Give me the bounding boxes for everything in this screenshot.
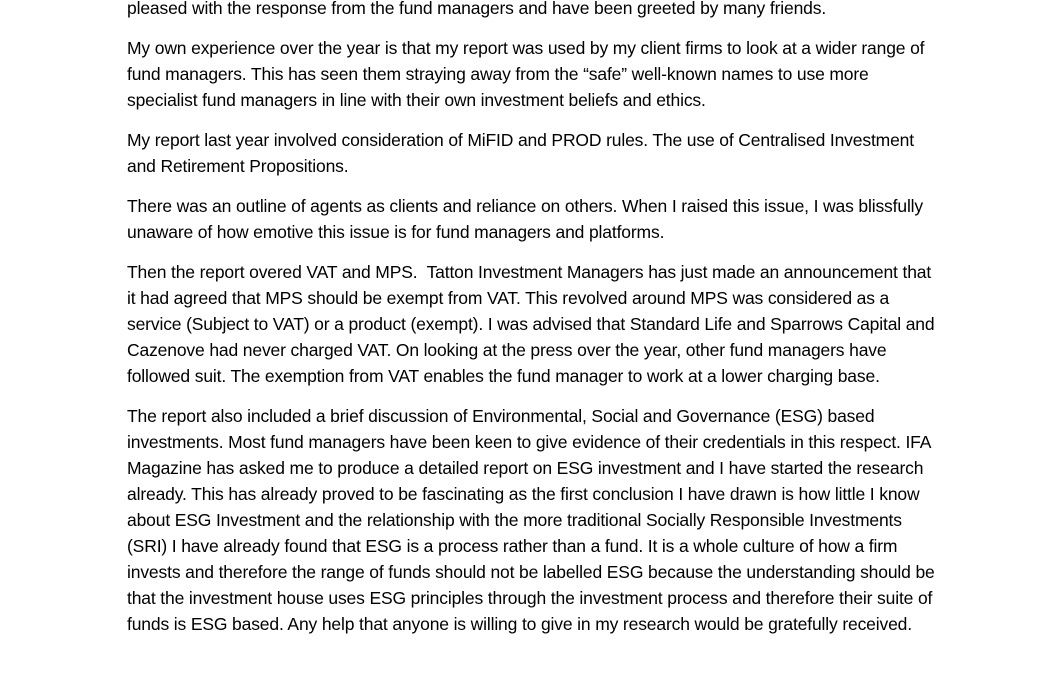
paragraph: The report also included a brief discussion of Environmental, Social and Governance (ESG) based investments. Most fund managers have been keen to give evidence of their credentials in this respect. IFA Magazine has asked me to produce a detailed report on ESG investment and I have started the research already. This has already proved to be fascinating as the first conclusion I have drawn is how little I know about ESG Investment and the relationship with the more traditional Socially Responsible Investments (SRI) I have already found that ESG is a process rather than a fund. It is a whole culture of how a firm invests and therefore the range of funds should not be labelled ESG because the understanding should be that the investment house uses ESG principles through the investment process and therefore their suite of funds is ESG based. Any help that anyone is willing to give in my research would be gratefully received.	[127, 406, 940, 634]
paragraph: My report last year involved consideration of MiFID and PROD rules. The use of Centralised Investment and Retirement Propositions.	[127, 130, 919, 176]
document-page	[127, 0, 939, 651]
paragraph: There was an outline of agents as clients and reliance on others. When I raised this issue, I was blissfully unaware of how emotive this issue is for fund managers and platforms.	[127, 196, 928, 242]
paragraph-continuation: pleased with the response from the fund managers and have been greeted by many friends.	[127, 0, 827, 18]
paragraph: Then the report overed VAT and MPS. Tatton Investment Managers has just made an announcement that it had agreed that MPS should be exempt from VAT. This revolved around MPS was considered as a service (Subject to VAT) or a product (exempt). I was advised that Standard Life and Sparrows Capital and Cazenove had never charged VAT. On looking at the press over the year, other fund managers have followed suit. The exemption from VAT enables the fund manager to work at a lower charging base.	[127, 262, 940, 386]
paragraph: My own experience over the year is that my report was used by my client firms to look at a wider range of fund managers. This has seen them straying away from the “safe” well-known names to use more specialist fund managers in line with their own investment beliefs and ethics.	[127, 38, 930, 110]
